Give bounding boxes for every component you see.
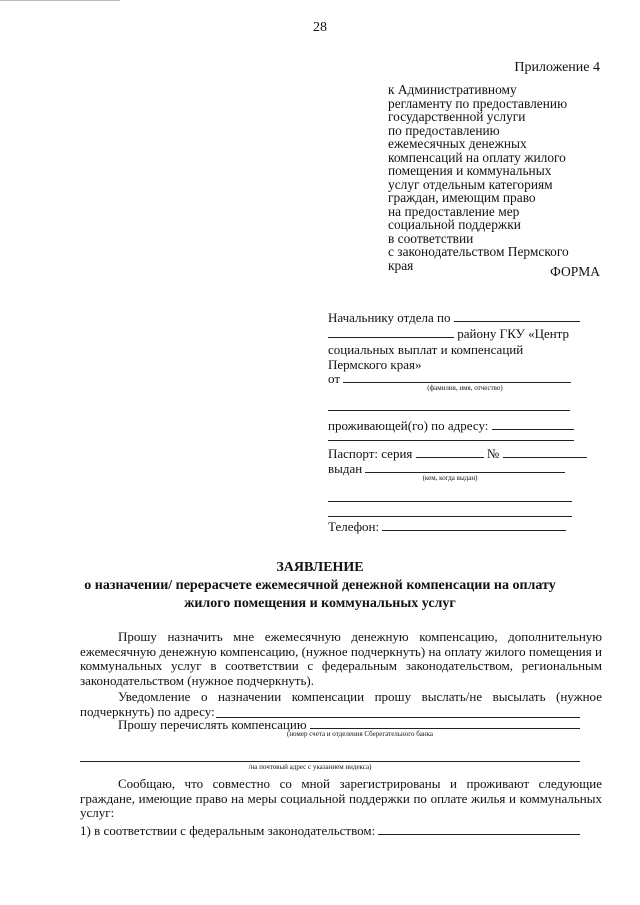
issued-caption: (кем, когда выдан) xyxy=(422,474,478,482)
approval-line: социальной поддержки xyxy=(388,217,521,232)
document-subtitle-line-1: о назначении/ перерасчете ежемесячной денежной компенсации на оплату xyxy=(84,578,556,593)
page-number: 28 xyxy=(313,20,327,35)
issued-extra-line-1[interactable] xyxy=(328,501,572,502)
request-paragraph-text: Прошу назначить мне ежемесячную денежную компенсацию, дополнительную ежемесячную денежную компенсацию, (нужное подчеркнуть) на оплату жилого помещения и коммунальных услуг в соответствии с федеральным законодательством, региональным законодательством (нужное подчеркнуть). xyxy=(80,629,602,688)
form-label: ФОРМА xyxy=(550,264,600,279)
phone-label: Телефон: xyxy=(328,519,380,534)
addressee-line-3: социальных выплат и компенсаций xyxy=(328,342,524,357)
approval-line: края xyxy=(388,257,414,273)
approval-line: ежемесячных денежных xyxy=(388,136,527,151)
approval-line: помещения и коммунальных xyxy=(388,163,552,178)
addressee-line-4: Пермского края» xyxy=(328,357,422,372)
approval-line: с законодательством Пермского xyxy=(388,244,569,259)
residence-field[interactable] xyxy=(492,418,574,430)
transfer-label: Прошу перечислять компенсацию xyxy=(118,717,307,732)
addressee-to-label: Начальнику отдела по xyxy=(328,310,451,325)
issued-label: выдан xyxy=(328,461,363,476)
department-field[interactable] xyxy=(454,310,580,322)
full-name-caption: (фамилия, имя, отчество) xyxy=(427,384,503,392)
phone-field[interactable] xyxy=(382,519,566,531)
document-title: ЗАЯВЛЕНИЕ xyxy=(276,560,364,575)
document-subtitle-line-2: жилого помещения и коммунальных услуг xyxy=(184,596,456,611)
issued-extra-line-2[interactable] xyxy=(328,516,572,517)
district-field[interactable] xyxy=(328,326,454,338)
phone-row xyxy=(328,519,566,535)
passport-number-field[interactable] xyxy=(503,446,587,458)
federal-item-row xyxy=(80,823,580,839)
full-name-extra-line[interactable] xyxy=(328,410,570,411)
request-paragraph xyxy=(80,630,602,688)
account-caption: (номер счета и отделения Сберегательного банка xyxy=(286,730,434,738)
passport-series-field[interactable] xyxy=(416,446,484,458)
account-field[interactable] xyxy=(310,717,580,729)
approval-line: в соответствии xyxy=(388,230,474,246)
appendix-label: Приложение 4 xyxy=(514,60,600,75)
cohabitants-paragraph-text: Сообщаю, что совместно со мной зарегистрированы и проживают следующие граждане, имеющие право на меры социальной поддержки по оплате жилья и коммунальных услуг: xyxy=(80,776,602,820)
notification-paragraph-text: Уведомление о назначении компенсации прошу выслать/не высылать (нужное подчеркнуть) по адресу: xyxy=(80,689,602,719)
issued-by-field[interactable] xyxy=(365,461,565,473)
district-label: району ГКУ «Центр xyxy=(457,326,570,341)
cohabitants-paragraph xyxy=(80,777,602,821)
residence-row xyxy=(328,418,574,434)
approval-block xyxy=(388,83,608,272)
residence-label: проживающей(го) по адресу: xyxy=(328,418,489,433)
scan-top-edge xyxy=(0,0,120,4)
federal-item-field[interactable] xyxy=(378,823,580,835)
federal-item-label: 1) в соответствии с федеральным законодательством: xyxy=(80,823,376,838)
approval-line: по предоставлению xyxy=(388,122,500,138)
address-extra-line[interactable] xyxy=(328,440,574,441)
passport-number-label: № xyxy=(486,446,500,461)
notification-paragraph xyxy=(80,690,602,719)
approval-line: государственной услуги xyxy=(388,109,526,124)
approval-line: на предоставление мер xyxy=(388,203,520,219)
postal-caption: /на почтовый адрес с указанием индекса) xyxy=(248,763,372,771)
addressee-line-2 xyxy=(328,326,569,342)
postal-address-line[interactable] xyxy=(80,761,580,762)
addressee-line-1 xyxy=(328,310,580,326)
approval-line: регламенту по предоставлению xyxy=(388,95,568,111)
passport-row xyxy=(328,446,587,462)
approval-line: услуг отдельным категориям xyxy=(388,176,553,192)
approval-line: граждан, имеющим право xyxy=(388,190,536,205)
full-name-field[interactable] xyxy=(343,371,571,383)
passport-series-label: Паспорт: серия xyxy=(328,446,413,461)
approval-line: к Административному xyxy=(388,82,517,97)
approval-line: компенсаций на оплату жилого xyxy=(388,149,566,165)
from-label: от xyxy=(328,371,341,386)
